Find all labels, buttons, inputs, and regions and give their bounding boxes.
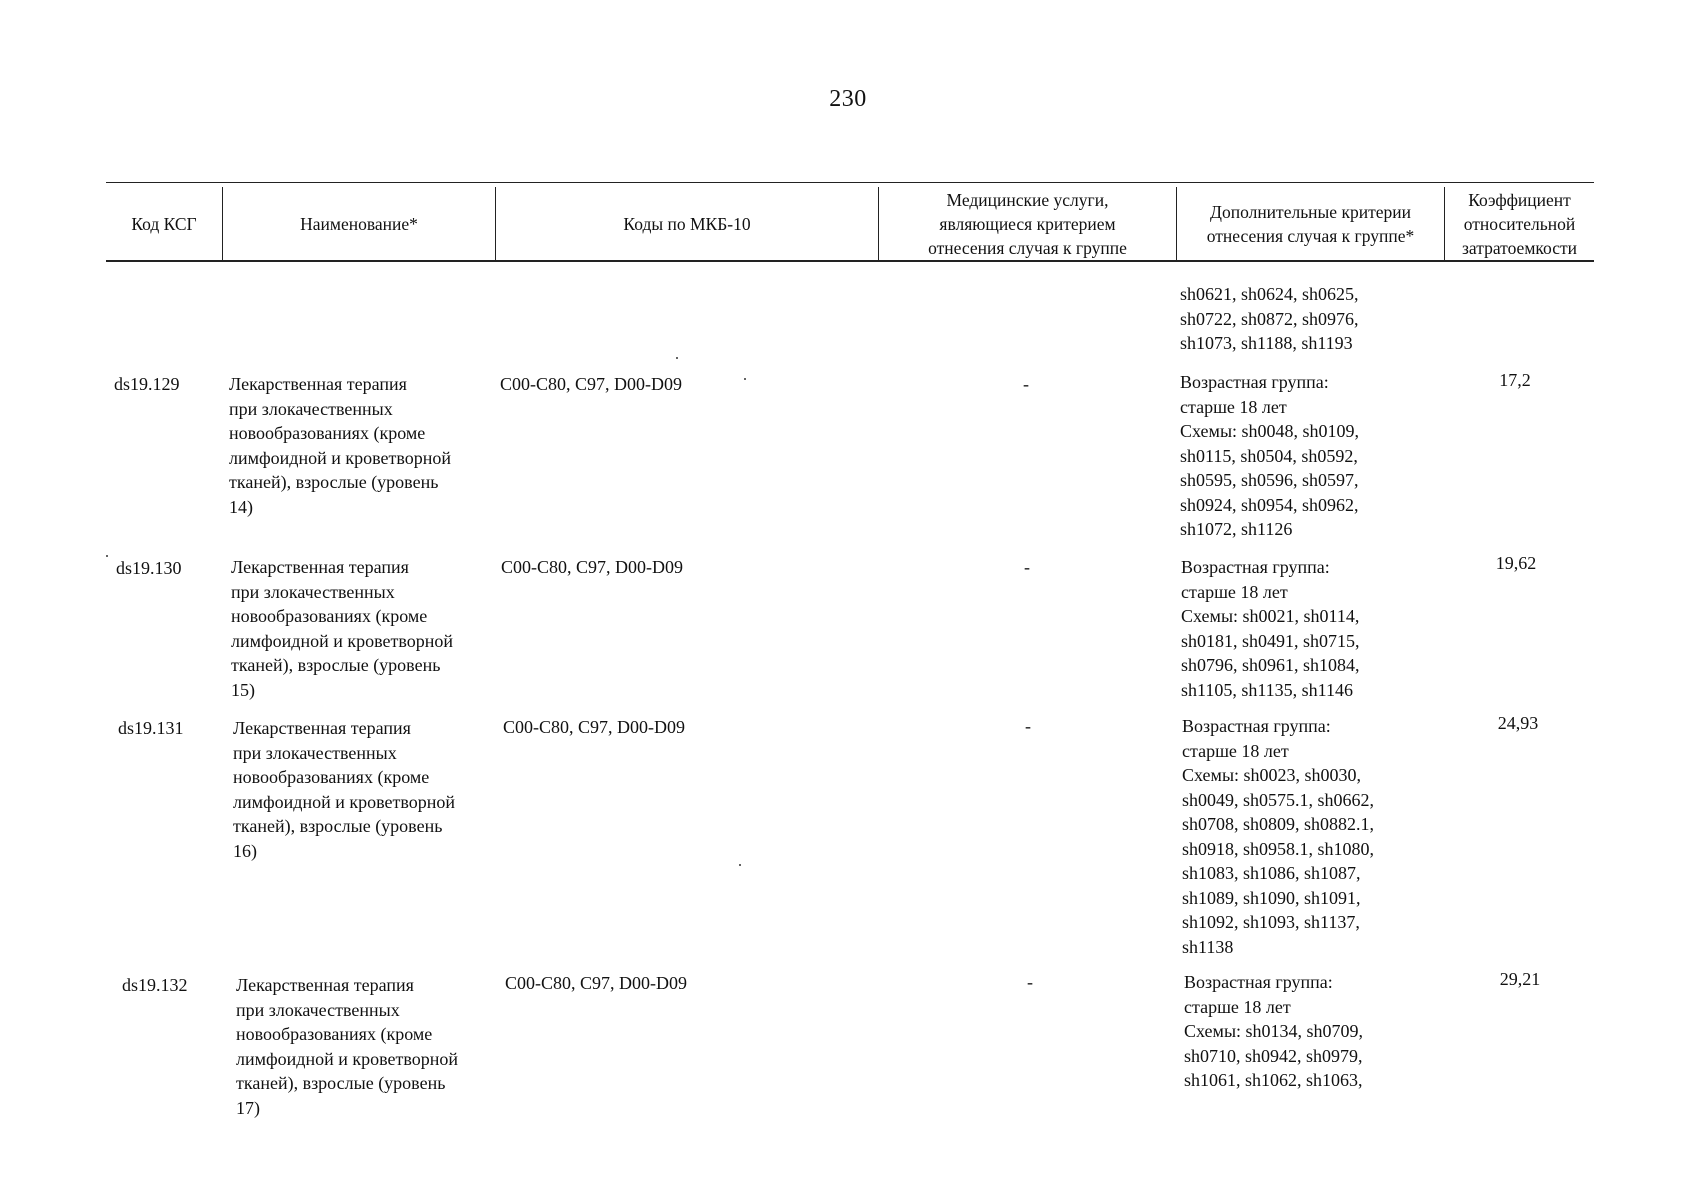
header-services: Медицинские услуги, являющиеся критерием отнесения случая к группе (878, 187, 1176, 260)
row-icd: C00-C80, C97, D00-D09 (503, 717, 686, 737)
row-criteria: Возрастная группа: старше 18 лет Схемы: sh0134, sh0709, sh0710, sh0942, sh0979, sh1061, sh1062, sh1063, (1184, 972, 1364, 1090)
scan-speck (744, 378, 746, 380)
header-icd: Коды по МКБ-10 (495, 187, 878, 260)
criteria-continuation: sh0621, sh0624, sh0625, sh0722, sh0872, sh0976, sh1073, sh1188, sh1193 (1180, 284, 1359, 353)
row-services: - (1025, 716, 1031, 736)
row-code: ds19.130 (116, 558, 182, 578)
header-coef: Коэффициент относительной затратоемкости (1444, 187, 1594, 260)
row-coef: 19,62 (1495, 553, 1537, 573)
page-number: 230 (829, 86, 867, 112)
row-icd: C00-C80, C97, D00-D09 (501, 557, 684, 577)
row-coef: 17,2 (1499, 370, 1531, 390)
row-services: - (1023, 374, 1029, 394)
row-code: ds19.132 (122, 975, 188, 995)
row-code: ds19.129 (114, 374, 180, 394)
row-criteria: Возрастная группа: старше 18 лет Схемы: sh0021, sh0114, sh0181, sh0491, sh0715, sh0796, sh0961, sh1084, sh1105, sh1135, sh1146 (1181, 557, 1360, 700)
row-name: Лекарственная терапия при злокачественных новообразованиях (кроме лимфоидной и кроветворной тканей), взрослые (уровень 16) (233, 718, 455, 861)
row-coef: 24,93 (1497, 713, 1539, 733)
table-header (106, 182, 1594, 262)
header-code: Код КСГ (131, 213, 197, 234)
header-name: Наименование* (222, 187, 495, 260)
scan-speck (676, 357, 678, 359)
row-criteria: Возрастная группа: старше 18 лет Схемы: sh0048, sh0109, sh0115, sh0504, sh0592, sh0595, sh0596, sh0597, sh0924, sh0954, sh0962, sh1072, sh1126 (1180, 372, 1360, 539)
row-code: ds19.131 (118, 718, 184, 738)
row-coef: 29,21 (1499, 969, 1541, 989)
row-criteria: Возрастная группа: старше 18 лет Схемы: sh0023, sh0030, sh0049, sh0575.1, sh0662, sh0708, sh0809, sh0882.1, sh0918, sh0958.1, sh1080, sh1083, sh1086, sh1087, sh1089, sh1090, sh1091, sh1092, sh1093, sh1137, sh1138 (1182, 716, 1375, 957)
row-name: Лекарственная терапия при злокачественных новообразованиях (кроме лимфоидной и кроветворной тканей), взрослые (уровень 17) (236, 975, 458, 1118)
scan-speck (106, 555, 108, 557)
row-icd: C00-C80, C97, D00-D09 (500, 374, 683, 394)
row-services: - (1024, 557, 1030, 577)
header-criteria: Дополнительные критерии отнесения случая к группе* (1176, 187, 1444, 260)
row-icd: C00-C80, C97, D00-D09 (505, 973, 688, 993)
scan-speck (739, 864, 741, 866)
row-name: Лекарственная терапия при злокачественных новообразованиях (кроме лимфоидной и кроветворной тканей), взрослые (уровень 15) (231, 557, 453, 700)
row-name: Лекарственная терапия при злокачественных новообразованиях (кроме лимфоидной и кроветворной тканей), взрослые (уровень 14) (229, 374, 451, 517)
row-services: - (1027, 972, 1033, 992)
